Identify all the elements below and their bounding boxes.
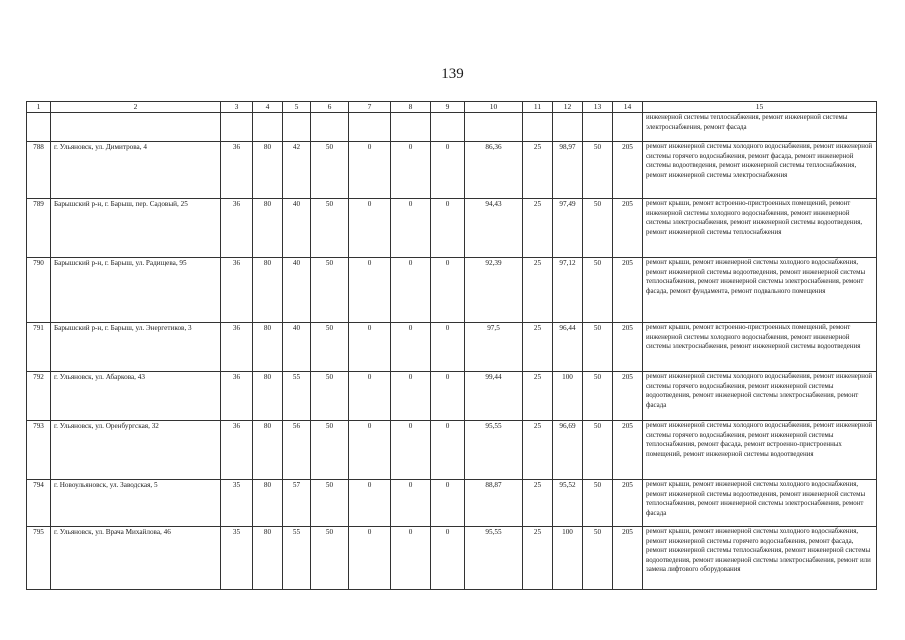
value-cell-col-5: 57 [283,480,311,527]
value-cell-col-14: 205 [613,372,643,421]
value-cell-col-7: 0 [349,421,391,480]
value-cell-col-4 [253,113,283,142]
value-cell-col-11: 25 [523,142,553,199]
address-cell: г. Ульяновск, ул. Димитрова, 4 [51,142,221,199]
value-cell-col-14: 205 [613,142,643,199]
value-cell-col-6: 50 [311,199,349,258]
value-cell-col-11: 25 [523,480,553,527]
table-row [27,421,877,480]
column-header: 4 [253,102,283,113]
value-cell-col-4: 80 [253,323,283,372]
value-cell-col-3: 35 [221,527,253,590]
value-cell-col-13: 50 [583,372,613,421]
table-row [27,527,877,590]
address-cell: г. Ульяновск, ул. Врача Михайлова, 46 [51,527,221,590]
table-row [27,142,877,199]
works-list-cell: ремонт крыши, ремонт инженерной системы холодного водоснабжения, ремонт инженерной системы водоотведения, ремонт инженерной системы теплоснабжения, ремонт инженерной системы электроснабжения, ремонт фасада [643,480,877,527]
value-cell-col-7: 0 [349,258,391,323]
column-header: 12 [553,102,583,113]
value-cell-col-8: 0 [391,258,431,323]
value-cell-col-6: 50 [311,372,349,421]
value-cell-col-8: 0 [391,480,431,527]
value-cell-col-12: 97,49 [553,199,583,258]
column-header: 14 [613,102,643,113]
value-cell-col-4: 80 [253,527,283,590]
value-cell-col-7: 0 [349,323,391,372]
value-cell-col-9: 0 [431,372,465,421]
column-header: 15 [643,102,877,113]
value-cell-col-10: 95,55 [465,421,523,480]
column-header: 9 [431,102,465,113]
works-list-cell: ремонт инженерной системы холодного водоснабжения, ремонт инженерной системы горячего водоснабжения, ремонт инженерной системы водоотведения, ремонт инженерной системы электроснабжения, ремонт фасада [643,372,877,421]
table-row [27,372,877,421]
value-cell-col-4: 80 [253,258,283,323]
header-row [27,102,877,113]
page-number: 139 [441,66,464,82]
value-cell-col-5: 40 [283,199,311,258]
value-cell-col-4: 80 [253,199,283,258]
value-cell-col-8: 0 [391,372,431,421]
value-cell-col-12: 97,12 [553,258,583,323]
value-cell-col-14: 205 [613,258,643,323]
value-cell-col-7 [349,113,391,142]
value-cell-col-3: 35 [221,480,253,527]
column-header: 11 [523,102,553,113]
works-list-cell: ремонт инженерной системы холодного водоснабжения, ремонт инженерной системы горячего водоснабжения, ремонт инженерной системы теплоснабжения, ремонт фасада, ремонт встроенно-пристроенных помещений, ремонт инженерной системы водоотведения [643,421,877,480]
value-cell-col-10: 95,55 [465,527,523,590]
value-cell-col-13: 50 [583,527,613,590]
value-cell-col-12: 100 [553,372,583,421]
row-number: 792 [27,372,51,421]
value-cell-col-11: 25 [523,323,553,372]
value-cell-col-7: 0 [349,527,391,590]
column-header: 7 [349,102,391,113]
value-cell-col-8: 0 [391,527,431,590]
value-cell-col-14: 205 [613,421,643,480]
address-cell: г. Ульяновск, ул. Абаркова, 43 [51,372,221,421]
value-cell-col-11: 25 [523,372,553,421]
row-number: 795 [27,527,51,590]
value-cell-col-14: 205 [613,480,643,527]
works-list-cell: инженерной системы теплоснабжения, ремонт инженерной системы электроснабжения, ремонт фасада [643,113,877,142]
table-row [27,480,877,527]
address-cell [51,113,221,142]
row-number: 788 [27,142,51,199]
value-cell-col-8: 0 [391,199,431,258]
works-list-cell: ремонт крыши, ремонт встроенно-пристроенных помещений, ремонт инженерной системы холодного водоснабжения, ремонт инженерной системы электроснабжения, ремонт инженерной системы водоотведения [643,323,877,372]
address-cell: Барышский р-н, г. Барыш, ул. Радищева, 95 [51,258,221,323]
table-row [27,113,877,142]
value-cell-col-9: 0 [431,199,465,258]
value-cell-col-14: 205 [613,199,643,258]
value-cell-col-12: 96,44 [553,323,583,372]
column-header: 6 [311,102,349,113]
value-cell-col-3 [221,113,253,142]
value-cell-col-7: 0 [349,480,391,527]
value-cell-col-6: 50 [311,421,349,480]
value-cell-col-9: 0 [431,421,465,480]
value-cell-col-5: 40 [283,323,311,372]
value-cell-col-14 [613,113,643,142]
value-cell-col-6: 50 [311,323,349,372]
value-cell-col-12: 96,69 [553,421,583,480]
column-header: 13 [583,102,613,113]
value-cell-col-8: 0 [391,421,431,480]
value-cell-col-6: 50 [311,480,349,527]
value-cell-col-10: 92,39 [465,258,523,323]
address-cell: г. Ульяновск, ул. Оренбургская, 32 [51,421,221,480]
table-row [27,199,877,258]
value-cell-col-13: 50 [583,323,613,372]
works-list-cell: ремонт крыши, ремонт инженерной системы холодного водоснабжения, ремонт инженерной системы горячего водоснабжения, ремонт фасада, ремонт инженерной системы теплоснабжения, ремонт инженерной системы водоотведения, ремонт инженерной системы электроснабжения, ремонт или замена лифтового оборудования [643,527,877,590]
value-cell-col-3: 36 [221,258,253,323]
row-number: 791 [27,323,51,372]
value-cell-col-5: 55 [283,372,311,421]
value-cell-col-11: 25 [523,258,553,323]
column-header: 2 [51,102,221,113]
value-cell-col-13: 50 [583,199,613,258]
works-list-cell: ремонт крыши, ремонт инженерной системы холодного водоснабжения, ремонт инженерной системы водоотведения, ремонт инженерной системы теплоснабжения, ремонт инженерной системы электроснабжения, ремонт фасада, ремонт фундамента, ремонт подвального помещения [643,258,877,323]
value-cell-col-5 [283,113,311,142]
address-cell: Барышский р-н, г. Барыш, пер. Садовый, 25 [51,199,221,258]
value-cell-col-9: 0 [431,480,465,527]
value-cell-col-11 [523,113,553,142]
works-list-cell: ремонт крыши, ремонт встроенно-пристроенных помещений, ремонт инженерной системы холодного водоснабжения, ремонт инженерной системы электроснабжения, ремонт инженерной системы водоотведения, ремонт инженерной системы теплоснабжения [643,199,877,258]
value-cell-col-6 [311,113,349,142]
value-cell-col-4: 80 [253,421,283,480]
value-cell-col-11: 25 [523,527,553,590]
value-cell-col-10: 97,5 [465,323,523,372]
value-cell-col-14: 205 [613,323,643,372]
address-cell: г. Новоульяновск, ул. Заводская, 5 [51,480,221,527]
value-cell-col-9 [431,113,465,142]
value-cell-col-8 [391,113,431,142]
value-cell-col-6: 50 [311,258,349,323]
value-cell-col-14: 205 [613,527,643,590]
value-cell-col-8: 0 [391,142,431,199]
value-cell-col-5: 56 [283,421,311,480]
value-cell-col-10: 88,87 [465,480,523,527]
value-cell-col-6: 50 [311,142,349,199]
value-cell-col-4: 80 [253,142,283,199]
row-number: 794 [27,480,51,527]
address-cell: Барышский р-н, г. Барыш, ул. Энергетиков, 3 [51,323,221,372]
value-cell-col-5: 42 [283,142,311,199]
row-number [27,113,51,142]
value-cell-col-13: 50 [583,421,613,480]
column-header: 10 [465,102,523,113]
value-cell-col-13: 50 [583,142,613,199]
row-number: 790 [27,258,51,323]
value-cell-col-12 [553,113,583,142]
value-cell-col-13: 50 [583,480,613,527]
value-cell-col-4: 80 [253,480,283,527]
value-cell-col-10: 99,44 [465,372,523,421]
value-cell-col-3: 36 [221,372,253,421]
works-list-cell: ремонт инженерной системы холодного водоснабжения, ремонт инженерной системы горячего водоснабжения, ремонт фасада, ремонт инженерной системы водоотведения, ремонт инженерной системы теплоснабжения, ремонт инженерной системы электроснабжения [643,142,877,199]
value-cell-col-4: 80 [253,372,283,421]
row-number: 793 [27,421,51,480]
repair-register-table [26,101,877,590]
table-row [27,258,877,323]
value-cell-col-8: 0 [391,323,431,372]
value-cell-col-13 [583,113,613,142]
column-header: 8 [391,102,431,113]
value-cell-col-10: 86,36 [465,142,523,199]
value-cell-col-12: 100 [553,527,583,590]
value-cell-col-5: 55 [283,527,311,590]
value-cell-col-11: 25 [523,421,553,480]
column-header: 1 [27,102,51,113]
value-cell-col-12: 98,97 [553,142,583,199]
value-cell-col-9: 0 [431,323,465,372]
value-cell-col-6: 50 [311,527,349,590]
row-number: 789 [27,199,51,258]
value-cell-col-3: 36 [221,142,253,199]
value-cell-col-5: 40 [283,258,311,323]
value-cell-col-9: 0 [431,142,465,199]
value-cell-col-12: 95,52 [553,480,583,527]
table-row [27,323,877,372]
value-cell-col-9: 0 [431,527,465,590]
value-cell-col-7: 0 [349,142,391,199]
value-cell-col-11: 25 [523,199,553,258]
value-cell-col-9: 0 [431,258,465,323]
value-cell-col-10: 94,43 [465,199,523,258]
value-cell-col-10 [465,113,523,142]
value-cell-col-7: 0 [349,199,391,258]
value-cell-col-3: 36 [221,323,253,372]
value-cell-col-3: 36 [221,421,253,480]
value-cell-col-3: 36 [221,199,253,258]
column-header: 5 [283,102,311,113]
value-cell-col-7: 0 [349,372,391,421]
column-header: 3 [221,102,253,113]
value-cell-col-13: 50 [583,258,613,323]
